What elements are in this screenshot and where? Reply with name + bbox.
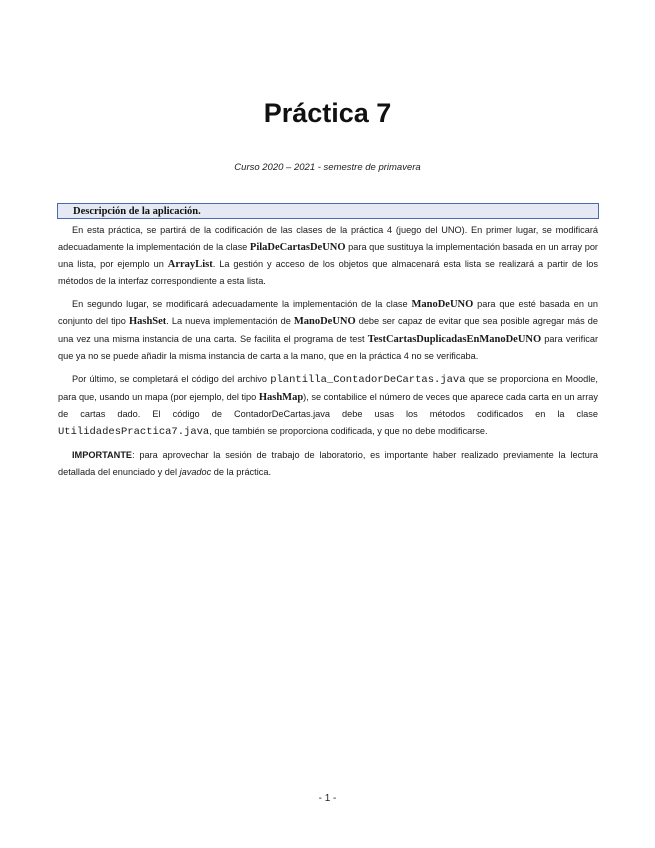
text-run: , que también se proporciona codificada, y que no debe modificarse. [209,426,488,437]
course-subtitle: Curso 2020 – 2021 - semestre de primavera [234,162,421,173]
text-run: . La nueva implementación de [166,316,294,327]
text-run: para que sustituya la implementación basada en un array por una lista, por ejemplo un [58,242,598,270]
text-run: de la práctica. [211,467,272,478]
text-run: debe ser capaz de evitar que sea posible agregar más de una vez una misma instancia de una carta. Se facilita el programa de test [58,316,599,344]
important-label: IMPORTANTE [72,450,133,461]
class-name: ArrayList [167,259,213,271]
class-name: HashMap [258,391,304,403]
class-name: ManoDeUNO [293,316,356,328]
text-run: En segundo lugar, se modificará adecuadamente la implementación de la clase [72,299,412,310]
class-name: HashSet [128,316,167,328]
text-run: para que esté basada en un conjunto del tipo [58,299,598,327]
paragraph-3 [58,371,598,441]
text-run: para verificar que ya no se puede añadir la misma instancia de carta a la mano, que en la práctica 4 no se verificaba. [58,333,599,361]
paragraph-2 [58,296,598,364]
paragraph-4 [58,447,598,481]
file-name: plantilla_ContadorDeCartas.java [270,373,466,386]
class-name: ManoDeUNO [411,299,474,311]
file-name: UtilidadesPractica7.java [58,426,210,439]
section-heading: Descripción de la aplicación. [73,206,201,217]
class-name: PilaDeCartasDeUNO [249,242,346,254]
document-title: Práctica 7 [263,98,392,128]
text-run: . La gestión y acceso de los objetos que almacenará esta lista se realizará a partir de los métodos de la interfaz correspondiente a esta lista. [58,259,598,287]
text-run: que se proporciona en Moodle, para que, usando un mapa (por ejemplo, del tipo [58,373,598,402]
class-name: TestCartasDuplicadasEnManoDeUNO [367,333,542,345]
page-number: - 1 - [318,793,337,804]
paragraph-1 [58,222,598,290]
text-run: En esta práctica, se partirá de la codificación de las clases de la práctica 4 (juego del UNO). En primer lugar, se modificará adecuadamente la implementación de la clase [58,225,598,253]
section-heading-box [57,203,599,219]
document-body [58,222,598,487]
text-run: : para aprovechar la sesión de trabajo de laboratorio, es importante haber realizado previamente la lectura detallada del enunciado y del [58,450,598,478]
text-run: ), se contabilice el número de veces que aparece cada carta en un array de cartas dado. El código de ContadorDeCartas.java debe usas los métodos codificados en la clase [58,391,598,419]
javadoc-term: javadoc [179,467,212,478]
text-run: Por último, se completará el código del archivo [72,373,271,384]
